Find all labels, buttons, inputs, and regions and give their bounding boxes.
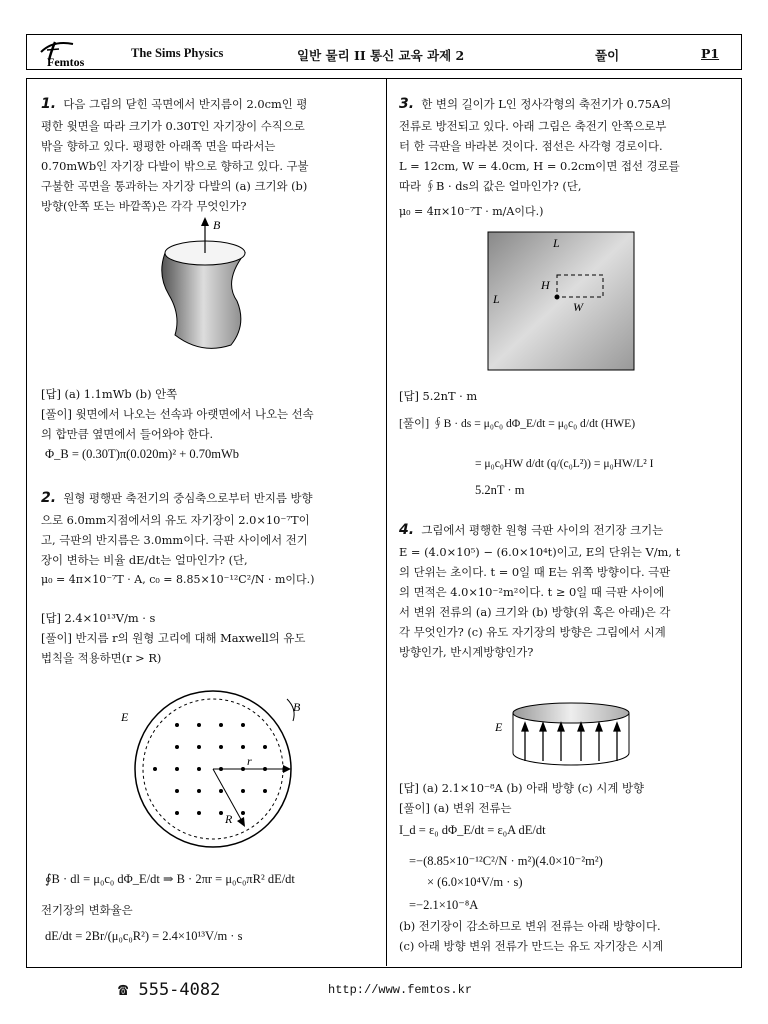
- field-dot: [175, 811, 179, 815]
- q4-line-3: 의 면적은 4.0×10⁻²m²이다. t ≥ 0일 때 극판 사이에: [399, 585, 665, 599]
- q4-line-0: 4. 그림에서 평행한 원형 극판 사이의 전기장 크기는: [399, 522, 664, 538]
- q2-answer: [답] 2.4×10¹³V/m · s: [41, 611, 156, 625]
- svg-text:Femtos: Femtos: [47, 55, 85, 68]
- q3-equation-1: [풀이] ∮B · ds = μ₀c₀ dΦ_E/dt = μ₀c₀ d/dt (HWE): [399, 417, 636, 430]
- field-dot: [263, 745, 267, 749]
- q4-line-2: 의 단위는 초이다. t = 0일 때 E는 위쪽 방향이다. 극판: [399, 565, 671, 579]
- q4-sol-head: [풀이] (a) 변위 전류는: [399, 801, 512, 815]
- svg-text:R: R: [225, 812, 233, 826]
- page-footer: [0, 978, 768, 1008]
- q1-line-3: 0.70mWb인 자기장 다발이 밖으로 향하고 있다. 구불: [41, 159, 309, 173]
- q4-line-6: 방향인가, 반시계방향인가?: [399, 645, 534, 659]
- field-dot: [241, 789, 245, 793]
- field-dot: [175, 789, 179, 793]
- q4-sol-c: (c) 아래 방향 변위 전류가 만드는 유도 자기장은 시계: [399, 939, 664, 953]
- q2-line-1: 으로 6.0mm지점에서의 유도 자기장이 2.0×10⁻⁷T이: [41, 513, 310, 527]
- q2-number: 2.: [41, 490, 57, 506]
- field-dot: [197, 745, 201, 749]
- svg-text:H: H: [541, 278, 550, 292]
- q2-mid-text: 전기장의 변화율은: [41, 903, 133, 917]
- field-dot: [197, 811, 201, 815]
- q3-line-3: L = 12cm, W = 4.0cm, H = 0.2cm이면 접선 경로를: [399, 159, 680, 173]
- q3-equation-3: 5.2nT · m: [475, 483, 525, 497]
- q4-sol-b: (b) 전기장이 감소하므로 변위 전류는 아래 방향이다.: [399, 919, 661, 933]
- column-divider: [386, 79, 387, 966]
- q4-circular-plates-figure: [495, 669, 645, 769]
- svg-text:r: r: [247, 754, 252, 768]
- q4-equation-2: =−(8.85×10⁻¹²C²/N · m²)(4.0×10⁻²m²): [409, 854, 603, 868]
- q4-equation-4: =−2.1×10⁻⁸A: [409, 898, 479, 912]
- field-dot: [241, 811, 245, 815]
- field-dot: [175, 767, 179, 771]
- q3-line-1: 전류로 방전되고 있다. 아래 그림은 축전기 안쪽으로부: [399, 119, 667, 133]
- field-dot: [175, 723, 179, 727]
- footer-url-link[interactable]: http://www.femtos.kr: [328, 983, 473, 997]
- field-dot: [219, 811, 223, 815]
- femtos-logo: [33, 38, 103, 68]
- svg-text:L: L: [553, 236, 560, 250]
- q1-number: 1.: [41, 96, 57, 112]
- svg-text:E: E: [495, 720, 503, 734]
- q4-equation-3: × (6.0×10⁴V/m · s): [427, 875, 523, 889]
- q1-line-2: 밖을 향하고 있다. 평평한 아래쪽 면을 따라서는: [41, 139, 276, 153]
- q1-answer: [답] (a) 1.1mWb (b) 안쪽: [41, 387, 178, 401]
- q4-number: 4.: [399, 522, 415, 538]
- content-frame: [26, 78, 742, 968]
- q4-equation-1: I_d = ε₀ dΦ_E/dt = ε₀A dE/dt: [399, 823, 546, 837]
- q3-line-0: 3. 한 변의 길이가 L인 정사각형의 축전기가 0.75A의: [399, 96, 672, 112]
- q3-equation-2: = μ₀c₀HW d/dt (q/(c₀L²)) = μ₀HW/L² I: [475, 457, 654, 470]
- field-dot: [219, 789, 223, 793]
- q1-line-0: 1. 다음 그림의 닫힌 곡면에서 반지름이 2.0cm인 평: [41, 96, 308, 112]
- q1-equation: Φ_B = (0.30T)π(0.020m)² + 0.70mWb: [45, 447, 240, 461]
- field-dot: [241, 723, 245, 727]
- q1-closed-surface-figure: [151, 215, 271, 365]
- section-title: 풀이: [595, 48, 620, 63]
- q2-line-0: 2. 원형 평행판 축전기의 중심축으로부터 반지름 방향: [41, 490, 313, 506]
- q1-line-5: 방향(안쪽 또는 바깥쪽)은 각각 무엇인가?: [41, 199, 247, 213]
- q3-number: 3.: [399, 96, 415, 112]
- field-dot: [153, 767, 157, 771]
- q1-b-label: B: [213, 218, 221, 232]
- field-dot: [263, 789, 267, 793]
- course-title: 일반 물리 II 통신 교육 과제 2: [297, 48, 465, 63]
- footer-phone: ☎ 555-4082: [118, 980, 221, 1000]
- q3-square-plate-figure: [487, 231, 635, 371]
- q2-line-3: 장이 변하는 비율 dE/dt는 얼마인가? (단,: [41, 553, 248, 567]
- q1-sol-1: 의 합만큼 옆면에서 들어와야 한다.: [41, 427, 214, 441]
- q2-line-4: μ₀ = 4π×10⁻⁷T · A, c₀ = 8.85×10⁻¹²C²/N · m이다.): [41, 573, 315, 586]
- svg-text:W: W: [573, 300, 583, 314]
- page-header: [26, 34, 742, 70]
- q4-line-5: 각 무엇인가? (c) 유도 자기장의 방향은 그림에서 시계: [399, 625, 666, 639]
- svg-text:L: L: [493, 292, 500, 306]
- q2-line-2: 고, 극판의 반지름은 3.0mm이다. 극판 사이에서 전기: [41, 533, 308, 547]
- svg-text:E: E: [121, 710, 129, 724]
- field-dot: [219, 745, 223, 749]
- q2-capacitor-field-figure: [103, 679, 323, 849]
- q2-sol-0: [풀이] 반지름 r의 원형 고리에 대해 Maxwell의 유도: [41, 631, 306, 645]
- q1-sol-0: [풀이] 윗면에서 나오는 선속과 아랫면에서 나오는 선속: [41, 407, 314, 421]
- q3-answer: [답] 5.2nT · m: [399, 389, 478, 403]
- field-dot: [197, 723, 201, 727]
- q2-sol-1: 법칙을 적용하면(r > R): [41, 651, 162, 665]
- field-dot: [175, 745, 179, 749]
- svg-text:B: B: [293, 700, 301, 714]
- q2-equation-1: ∮B · dl = μ₀c₀ dΦ_E/dt ⇒ B · 2πr = μ₀c₀πR² dE/dt: [45, 872, 295, 886]
- q1-line-4: 구불한 곡면을 통과하는 자기장 다발의 (a) 크기와 (b): [41, 179, 308, 193]
- series-title: The Sims Physics: [131, 46, 224, 60]
- q3-line-5: μ₀ = 4π×10⁻⁷T · m/A이다.): [399, 205, 544, 218]
- q3-line-4: 따라 ∮B · ds의 값은 얼마인가? (단,: [399, 179, 582, 193]
- q1-line-1: 평한 윗면을 따라 크기가 0.30T인 자기장이 수직으로: [41, 119, 305, 133]
- q4-line-4: 서 변위 전류의 (a) 크기와 (b) 방향(위 혹은 아래)은 각: [399, 605, 671, 619]
- page-number: P1: [701, 46, 720, 61]
- q4-line-1: E = (4.0×10⁵) − (6.0×10⁴t)이고, E의 단위는 V/m, t: [399, 545, 681, 559]
- field-dot: [219, 723, 223, 727]
- field-dot: [197, 767, 201, 771]
- q3-line-2: 터 한 극판을 바라본 것이다. 점선은 사각형 경로이다.: [399, 139, 663, 153]
- q2-equation-2: dE/dt = 2Br/(μ₀c₀R²) = 2.4×10¹³V/m · s: [45, 929, 243, 943]
- q4-answer: [답] (a) 2.1×10⁻⁸A (b) 아래 방향 (c) 시계 방향: [399, 781, 644, 795]
- field-dot: [241, 745, 245, 749]
- field-dot: [197, 789, 201, 793]
